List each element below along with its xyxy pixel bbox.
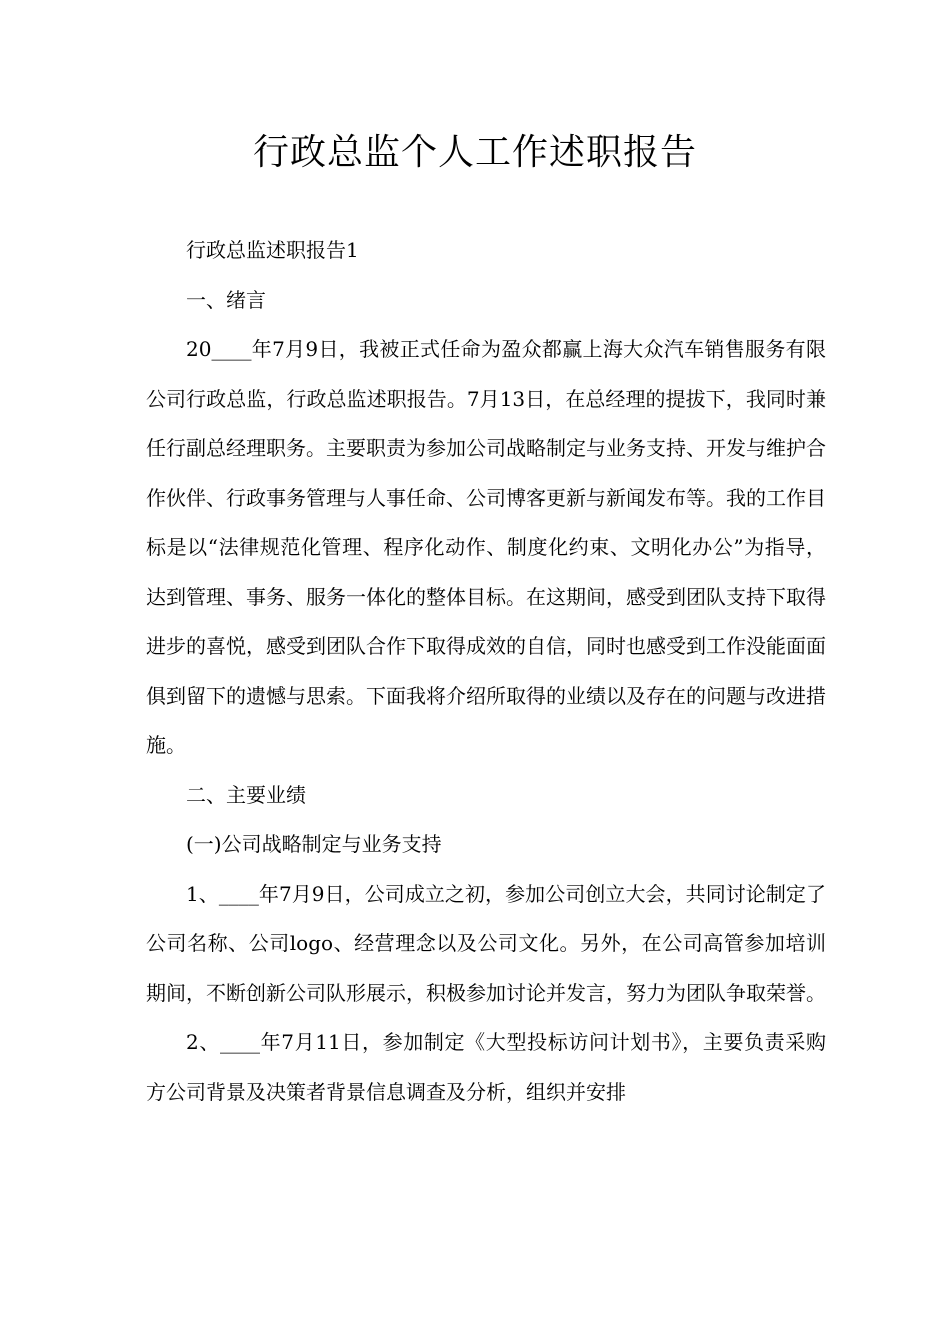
subtitle: 行政总监述职报告1 (186, 238, 359, 262)
section-heading-intro: 一、绪言 (186, 287, 266, 312)
paragraph-item-2: 2、____年7月11日，参加制定《大型投标访问计划书》，主要负责采购方公司背景及决策者背景信息调查及分析，组织并安排 (146, 1030, 826, 1104)
document-title: 行政总监个人工作述职报告 (252, 132, 697, 173)
subsection-heading-strategy: (一)公司战略制定与业务支持 (186, 832, 442, 856)
paragraph-item-1: 1、____年7月9日，公司成立之初，参加公司创立大会，共同讨论制定了公司名称、公司logo、经营理念以及公司文化。另外，在公司高管参加培训期间，不断创新公司队形展示，积极参加讨论并发言，努力为团队争取荣誉。 (146, 881, 826, 1005)
document-body (146, 226, 826, 1117)
section-heading-achievements: 二、主要业绩 (186, 782, 306, 807)
paragraph-intro: 20____年7月9日，我被正式任命为盈众都赢上海大众汽车销售服务有限公司行政总监，行政总监述职报告。7月13日，在总经理的提拔下，我同时兼任行副总经理职务。主要职责为参加公司战略制定与业务支持、开发与维护合作伙伴、行政事务管理与人事任命、公司博客更新与新闻发布等。我的工作目标是以“法律规范化管理、程序化动作、制度化约束、文明化办公”为指导，达到管理、事务、服务一体化的整体目标。在这期间，感受到团队支持下取得进步的喜悦，感受到团队合作下取得成效的自信，同时也感受到工作没能面面俱到留下的遗憾与思索。下面我将介绍所取得的业绩以及存在的问题与改进措施。 (146, 337, 826, 757)
